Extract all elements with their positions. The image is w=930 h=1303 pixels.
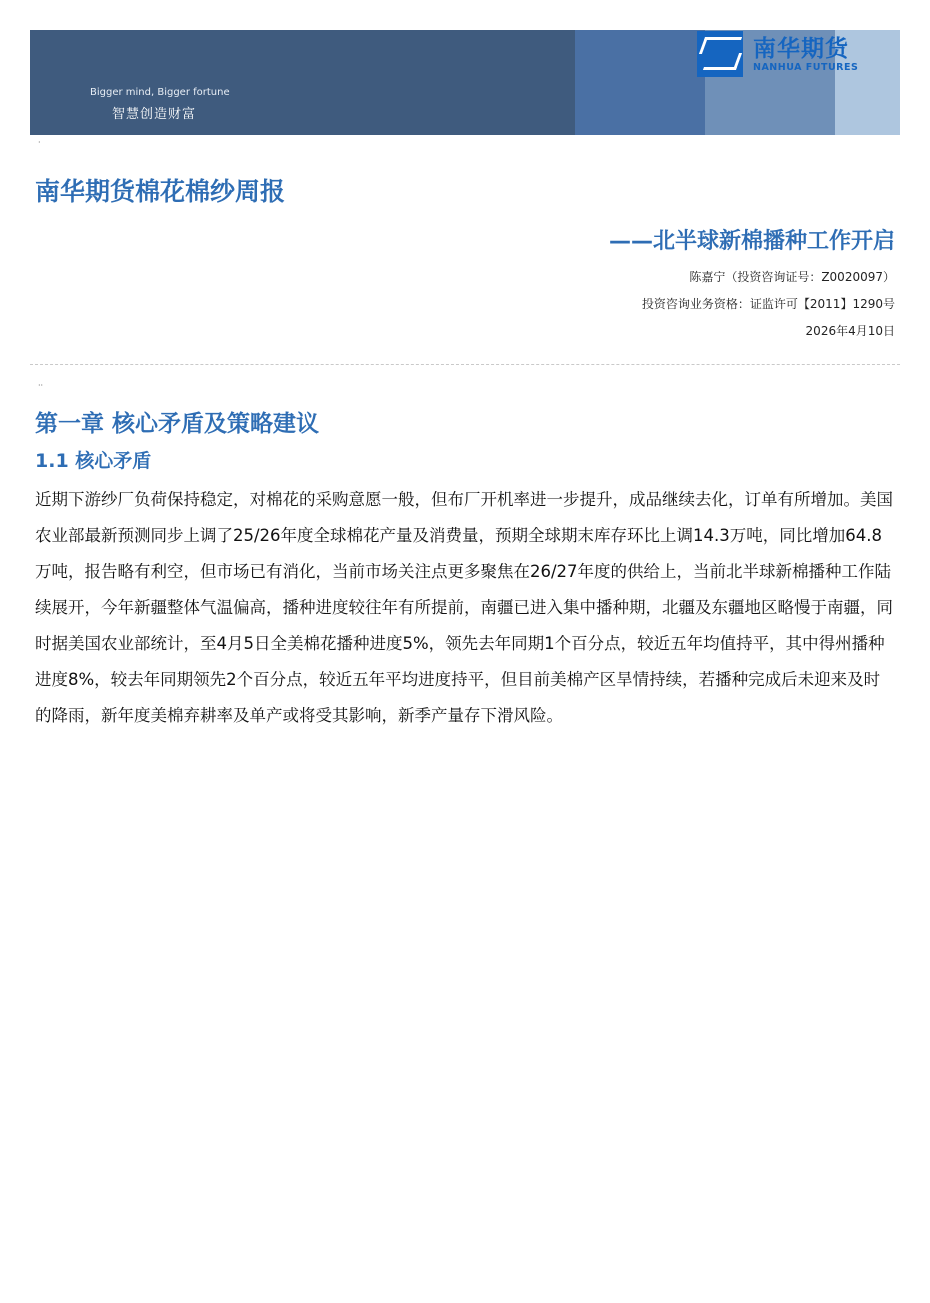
marker-dot-top: · [38,138,41,147]
report-date: 2026年4月10日 [805,324,895,338]
logo-icon [697,31,743,77]
logo-name-en: NANHUA FUTURES [753,61,859,73]
logo-name-cn: 南华期货 [753,35,849,62]
logo-text [753,36,858,73]
report-title: 南华期货棉花棉纱周报 [35,177,286,206]
chapter-heading: 第一章 核心矛盾及策略建议 [35,411,320,437]
license-line: 投资咨询业务资格：证监许可【2011】1290号 [641,297,895,311]
dashed-divider [30,364,900,365]
report-subtitle: ——北半球新棉播种工作开启 [608,229,895,254]
body-paragraph: 近期下游纱厂负荷保持稳定，对棉花的采购意愿一般，但布厂开机率进一步提升，成品继续去化，订单有所增加。美国农业部最新预测同步上调了25/26年度全球棉花产量及消费量，预期全球期末库存环比上调14.3万吨，同比增加64.8万吨，报告略有利空，但市场已有消化，当前市场关注点更多聚焦在26/27年度的供给上，当前北半球新棉播种工作陆续展开，今年新疆整体气温偏高，播种进度较往年有所提前，南疆已进入集中播种期，北疆及东疆地区略慢于南疆，同时据美国农业部统计，至4月5日全美棉花播种进度5%，领先去年同期1个百分点，较近五年均值持平，其中得州播种进度8%，较去年同期领先2个百分点，较近五年平均进度持平，但目前美棉产区旱情持续，若播种完成后未迎来及时的降雨，新年度美棉弃耕率及单产或将受其影响，新季产量存下滑风险。 [35,490,893,725]
author-line: 陈嘉宁（投资咨询证号：Z0020097） [689,270,895,284]
slogan-english: Bigger mind, Bigger fortune [90,87,230,98]
banner-segment-mid [575,30,705,135]
section-heading: 1.1 核心矛盾 [35,450,152,472]
slogan-chinese: 智慧创造财富 [112,107,197,122]
banner-segment-dark [30,30,575,135]
marker-dot-mid: ·· [38,381,44,390]
company-logo [697,31,858,77]
